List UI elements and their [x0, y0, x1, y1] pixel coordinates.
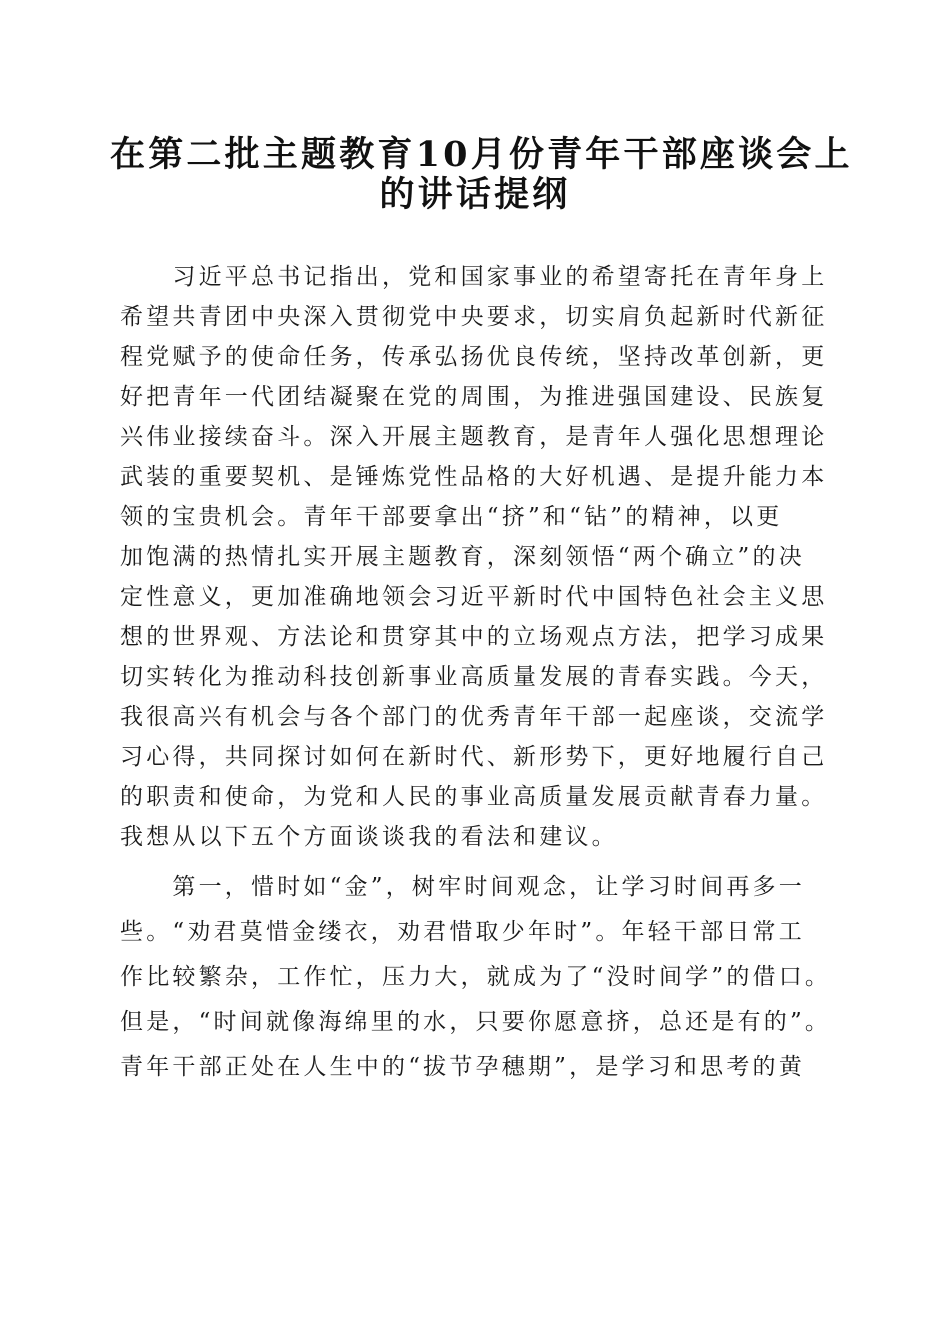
paragraph-line: 定性意义，更加准确地领会习近平新时代中国特色社会主义思 [120, 584, 828, 610]
paragraph-line: 好把青年一代团结凝聚在党的周围，为推进强国建设、民族复 [120, 384, 828, 410]
paragraph-line: 兴伟业接续奋斗。深入开展主题教育，是青年人强化思想理论 [120, 424, 828, 450]
document-body [120, 257, 850, 1090]
document-title [110, 134, 853, 215]
paragraph-spacer [120, 857, 850, 865]
paragraph-1 [120, 257, 850, 857]
paragraph-line: 领的宝贵机会。青年干部要拿出“挤”和“钻”的精神，以更 [120, 504, 783, 530]
paragraph-line: 些。“劝君莫惜金缕衣，劝君惜取少年时”。年轻干部日常工 [120, 919, 805, 945]
paragraph-line: 程党赋予的使命任务，传承弘扬优良传统，坚持改革创新，更 [120, 344, 828, 370]
paragraph-line: 切实转化为推动科技创新事业高质量发展的青春实践。今天， [120, 664, 828, 690]
paragraph-2 [120, 865, 850, 1090]
paragraph-line: 想的世界观、方法论和贯穿其中的立场观点方法，把学习成果 [120, 624, 828, 650]
paragraph-line: 但是，“时间就像海绵里的水，只要你愿意挤，总还是有的”。 [120, 1009, 832, 1035]
paragraph-line: 作比较繁杂，工作忙，压力大，就成为了“没时间学”的借口。 [120, 964, 832, 990]
title-line-2: 的讲话提纲 [379, 174, 571, 215]
paragraph-line: 武装的重要契机、是锤炼党性品格的大好机遇、是提升能力本 [120, 464, 828, 490]
title-line-1: 在第二批主题教育10月份青年干部座谈会上 [110, 134, 853, 175]
paragraph-line: 习近平总书记指出，党和国家事业的希望寄托在青年身上 [120, 264, 828, 290]
paragraph-line: 第一，惜时如“金”，树牢时间观念，让学习时间再多一 [120, 874, 805, 900]
paragraph-line: 我很高兴有机会与各个部门的优秀青年干部一起座谈，交流学 [120, 704, 828, 730]
paragraph-line: 希望共青团中央深入贯彻党中央要求，切实肩负起新时代新征 [120, 304, 828, 330]
paragraph-line: 的职责和使命，为党和人民的事业高质量发展贡献青春力量。 [120, 784, 828, 810]
paragraph-line: 加饱满的热情扎实开展主题教育，深刻领悟“两个确立”的决 [120, 544, 805, 570]
paragraph-line: 我想从以下五个方面谈谈我的看法和建议。 [120, 824, 618, 850]
paragraph-line: 习心得，共同探讨如何在新时代、新形势下，更好地履行自己 [120, 744, 828, 770]
paragraph-line: 青年干部正处在人生中的“拔节孕穗期”，是学习和思考的黄 [120, 1054, 805, 1080]
